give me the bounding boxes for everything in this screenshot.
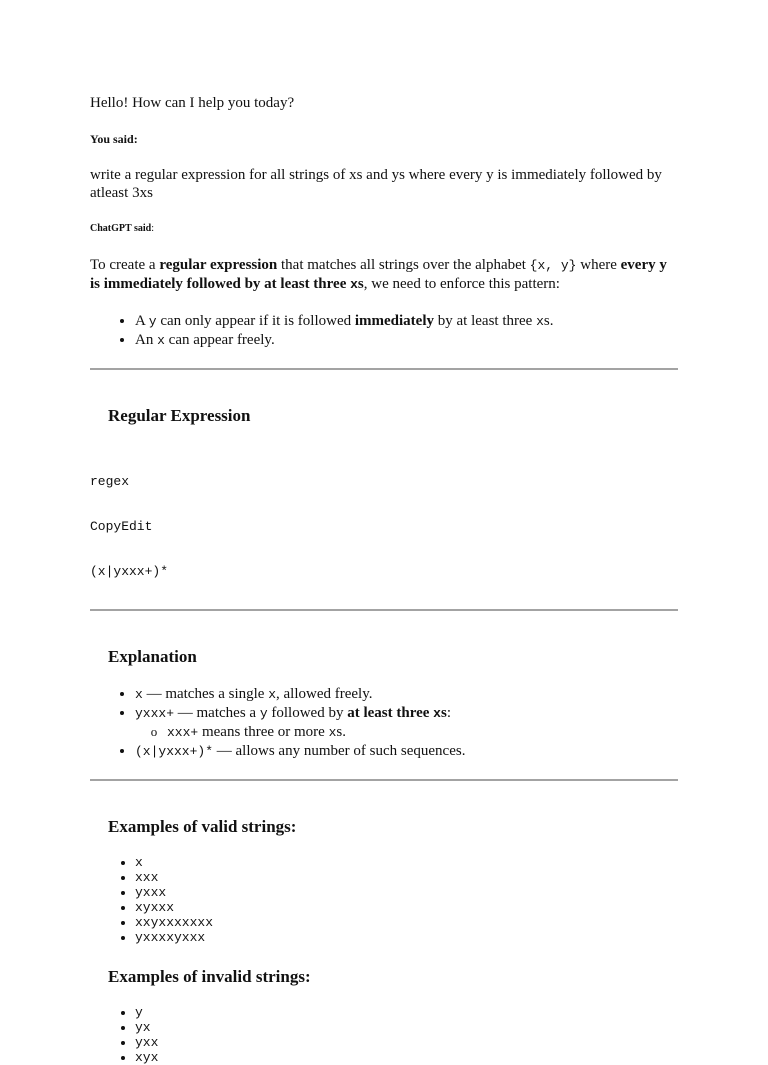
divider: [90, 779, 678, 781]
list-item: • xyxxx: [135, 900, 678, 915]
chatgpt-said-label: [90, 220, 678, 238]
divider: [90, 609, 678, 611]
explanation-list: [90, 685, 678, 761]
code-block: [90, 444, 678, 609]
list-item: • A y can only appear if it is followed immediately by at least three xs.: [135, 312, 678, 331]
copy-code-button[interactable]: CopyEdit: [90, 519, 153, 534]
list-item: • (x|yxxx+)* — allows any number of such sequences.: [135, 742, 678, 761]
chatgpt-said-colon: :: [151, 223, 155, 234]
pattern-rules-list: [90, 312, 678, 350]
you-said-label: You said:: [90, 132, 138, 146]
explanation-sublist: [135, 723, 678, 742]
list-item: • yx: [135, 1020, 678, 1035]
section-heading-regex: Regular Expression: [108, 406, 251, 425]
list-item: • y: [135, 1005, 678, 1020]
regex-code: (x|yxxx+)*: [90, 564, 169, 579]
chat-transcript: [90, 94, 678, 1065]
chatgpt-said-name: ChatGPT said: [90, 223, 152, 234]
list-item: • yxxx+ — matches a y followed by at least three xs: ◦ xxx+ means three or more xs.: [135, 704, 678, 742]
section-heading-explanation: Explanation: [108, 647, 197, 666]
invalid-strings-list: [90, 1005, 678, 1065]
code-language-label: regex: [90, 474, 130, 489]
section-heading-invalid: Examples of invalid strings:: [108, 967, 311, 986]
list-item: • xxx: [135, 870, 678, 885]
section-heading-valid: Examples of valid strings:: [108, 817, 297, 836]
list-item: • An x can appear freely.: [135, 331, 678, 350]
list-item: • x: [135, 855, 678, 870]
valid-strings-list: [90, 855, 678, 945]
divider: [90, 368, 678, 370]
list-item: • yxxxxyxxx: [135, 930, 678, 945]
list-item: • xyx: [135, 1050, 678, 1065]
list-item: • yxx: [135, 1035, 678, 1050]
user-message: write a regular expression for all strings of xs and ys where every y is immediately followed by atleast 3xs: [90, 167, 662, 201]
assistant-greeting: Hello! How can I help you today?: [90, 95, 295, 111]
list-item: • x — matches a single x, allowed freely.: [135, 685, 678, 704]
list-item: • yxxx: [135, 885, 678, 900]
list-item: • xxyxxxxxxx: [135, 915, 678, 930]
assistant-intro: To create a regular expression that matches all strings over the alphabet {x, y} where every y is immediately followed by at least three xs, we need to enforce this pattern:: [90, 257, 667, 292]
list-item: ◦ xxx+ means three or more xs.: [167, 723, 678, 742]
